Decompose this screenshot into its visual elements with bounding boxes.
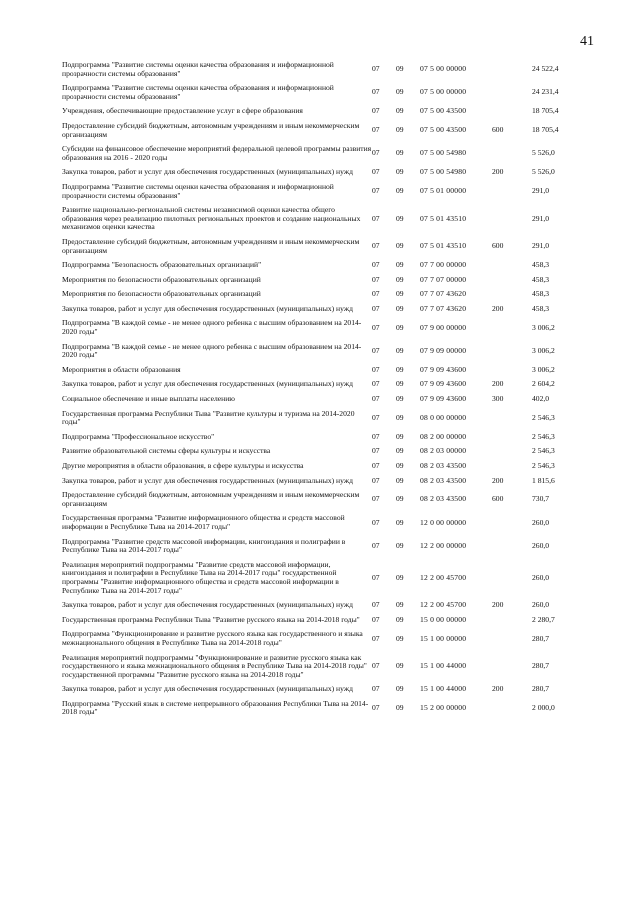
row-target-article: 08 2 00 00000 xyxy=(420,431,467,441)
row-subsection: 09 xyxy=(396,125,404,135)
row-subsection: 09 xyxy=(396,431,404,441)
row-target-article: 07 5 01 00000 xyxy=(420,186,467,196)
row-amount: 458,3 xyxy=(532,274,550,284)
table-row xyxy=(62,104,600,119)
table-row xyxy=(62,651,600,683)
table-row xyxy=(62,165,600,180)
row-expense-type: 200 xyxy=(492,600,504,610)
row-section: 07 xyxy=(372,572,380,582)
row-subsection: 09 xyxy=(396,167,404,177)
row-section: 07 xyxy=(372,274,380,284)
table-row xyxy=(62,407,600,430)
row-amount: 291,0 xyxy=(532,213,550,223)
row-name: Подпрограмма "В каждой семье - не менее одного ребенка с высшим образованием на 2014-2020 годы" xyxy=(62,341,362,360)
row-subsection: 09 xyxy=(396,274,404,284)
row-subsection: 09 xyxy=(396,64,404,74)
row-expense-type: 200 xyxy=(492,684,504,694)
row-subsection: 09 xyxy=(396,494,404,504)
row-name: Подпрограмма "Функционирование и развитие русского языка как государственного и языка межнационального общения в Республике Тыва на 2014-2018 годы" xyxy=(62,629,363,647)
table-row xyxy=(62,377,600,392)
row-subsection: 09 xyxy=(396,241,404,251)
row-amount: 2 604,2 xyxy=(532,379,555,389)
row-section: 07 xyxy=(372,614,380,624)
row-section: 07 xyxy=(372,412,380,422)
row-section: 07 xyxy=(372,289,380,299)
row-target-article: 07 7 00 00000 xyxy=(420,260,467,270)
table-row xyxy=(62,58,600,81)
row-target-article: 07 5 01 43510 xyxy=(420,213,467,223)
row-amount: 24 522,4 xyxy=(532,64,559,74)
row-amount: 2 546,3 xyxy=(532,446,555,456)
row-subsection: 09 xyxy=(396,540,404,550)
row-amount: 24 231,4 xyxy=(532,87,559,97)
row-section: 07 xyxy=(372,167,380,177)
row-section: 07 xyxy=(372,186,380,196)
row-section: 07 xyxy=(372,517,380,527)
row-expense-type xyxy=(492,558,532,598)
row-section: 07 xyxy=(372,148,380,158)
table-row xyxy=(62,203,600,235)
row-expense-type xyxy=(492,104,532,119)
row-target-article: 07 9 00 00000 xyxy=(420,322,467,332)
row-amount: 730,7 xyxy=(532,494,550,504)
row-section: 07 xyxy=(372,345,380,355)
row-expense-type: 600 xyxy=(492,125,504,135)
row-name: Государственная программа "Развитие информационного общества и средств массовой информации в Республике Тыва на 2014-2017 годы" xyxy=(62,513,345,531)
budget-table-body xyxy=(62,58,600,720)
row-subsection: 09 xyxy=(396,684,404,694)
row-amount: 458,3 xyxy=(532,260,550,270)
table-row xyxy=(62,235,600,258)
row-target-article: 15 0 00 00000 xyxy=(420,614,467,624)
row-target-article: 07 5 00 54980 xyxy=(420,167,467,177)
row-amount: 1 815,6 xyxy=(532,475,555,485)
row-name: Мероприятия по безопасности образовательных организаций xyxy=(62,274,261,284)
row-amount: 291,0 xyxy=(532,241,550,251)
row-amount: 402,0 xyxy=(532,394,550,404)
row-expense-type xyxy=(492,444,532,459)
row-amount: 3 006,2 xyxy=(532,322,555,332)
table-row xyxy=(62,287,600,302)
row-amount: 3 006,2 xyxy=(532,345,555,355)
row-expense-type xyxy=(492,651,532,683)
row-expense-type xyxy=(492,142,532,165)
row-section: 07 xyxy=(372,475,380,485)
row-section: 07 xyxy=(372,461,380,470)
row-expense-type xyxy=(492,340,532,363)
row-expense-type xyxy=(492,58,532,81)
row-name: Мероприятия в области образования xyxy=(62,364,181,374)
row-target-article: 07 7 07 43620 xyxy=(420,289,467,299)
row-target-article: 07 5 00 00000 xyxy=(420,87,467,97)
table-row xyxy=(62,302,600,317)
row-section: 07 xyxy=(372,87,380,97)
row-target-article: 07 9 09 43600 xyxy=(420,394,467,404)
row-name: Подпрограмма "Развитие средств массовой информации, книгоиздания и полиграфии в Республике Тыва на 2014-2017 годы" xyxy=(62,536,346,555)
row-subsection: 09 xyxy=(396,148,404,158)
row-subsection: 09 xyxy=(396,289,404,299)
row-target-article: 08 0 00 00000 xyxy=(420,412,467,422)
row-expense-type xyxy=(492,287,532,302)
row-subsection: 09 xyxy=(396,186,404,196)
row-section: 07 xyxy=(372,394,380,404)
row-section: 07 xyxy=(372,64,380,74)
row-expense-type xyxy=(492,316,532,339)
row-name: Подпрограмма "Развитие системы оценки качества образования и информационной прозрачности системы образования" xyxy=(62,181,334,200)
row-target-article: 07 5 00 00000 xyxy=(420,64,467,74)
row-amount: 260,0 xyxy=(532,600,550,610)
row-name: Развитие национально-региональной системы независимой оценки качества общего образования через реализацию пилотных региональных проектов и создание национальных механизмов оценки качества xyxy=(62,205,361,232)
row-target-article: 12 2 00 45700 xyxy=(420,600,467,610)
row-expense-type xyxy=(492,273,532,288)
table-row xyxy=(62,474,600,489)
row-amount: 2 000,0 xyxy=(532,703,555,713)
row-expense-type xyxy=(492,627,532,650)
row-amount: 458,3 xyxy=(532,289,550,299)
row-section: 07 xyxy=(372,364,380,374)
row-subsection: 09 xyxy=(396,446,404,456)
row-amount: 18 705,4 xyxy=(532,125,559,135)
row-section: 07 xyxy=(372,125,380,135)
row-section: 07 xyxy=(372,446,380,456)
row-target-article: 07 9 09 43600 xyxy=(420,364,467,374)
row-subsection: 09 xyxy=(396,661,404,671)
row-name: Предоставление субсидий бюджетным, автономным учреждениям и иным некоммерческим организациям xyxy=(62,490,360,508)
row-name: Закупка товаров, работ и услуг для обеспечения государственных (муниципальных) нужд xyxy=(62,303,353,313)
row-name: Подпрограмма "Русский язык в системе непрерывного образования Республики Тыва на 2014-2018 годы" xyxy=(62,698,369,717)
row-expense-type xyxy=(492,180,532,203)
row-target-article: 08 2 03 43500 xyxy=(420,494,467,504)
row-name: Мероприятия по безопасности образовательных организаций xyxy=(62,289,261,299)
row-subsection: 09 xyxy=(396,213,404,223)
row-section: 07 xyxy=(372,661,380,671)
row-name: Подпрограмма "Развитие системы оценки качества образования и информационной прозрачности системы образования" xyxy=(62,60,334,78)
row-expense-type: 300 xyxy=(492,394,504,404)
row-expense-type: 200 xyxy=(492,475,504,485)
table-row xyxy=(62,459,600,474)
table-row xyxy=(62,488,600,511)
row-target-article: 07 9 09 43600 xyxy=(420,379,467,389)
row-target-article: 12 0 00 00000 xyxy=(420,517,467,527)
row-name: Закупка товаров, работ и услуг для обеспечения государственных (муниципальных) нужд xyxy=(62,167,353,177)
table-row xyxy=(62,142,600,165)
row-subsection: 09 xyxy=(396,475,404,485)
budget-table xyxy=(62,58,600,720)
row-amount: 5 526,0 xyxy=(532,167,555,177)
row-amount: 280,7 xyxy=(532,633,550,643)
row-target-article: 12 2 00 45700 xyxy=(420,572,467,582)
row-expense-type xyxy=(492,459,532,474)
row-target-article: 12 2 00 00000 xyxy=(420,540,467,550)
table-row xyxy=(62,627,600,650)
row-section: 07 xyxy=(372,379,380,389)
table-row xyxy=(62,363,600,378)
row-amount: 291,0 xyxy=(532,186,550,196)
row-name: Государственная программа Республики Тыва "Развитие культуры и туризма на 2014-2020 годы" xyxy=(62,408,355,427)
row-amount: 260,0 xyxy=(532,572,550,582)
row-target-article: 08 2 03 43500 xyxy=(420,461,467,470)
row-subsection: 09 xyxy=(396,322,404,332)
row-name: Государственная программа Республики Тыва "Развитие русского языка на 2014-2018 годы" xyxy=(62,614,360,624)
row-target-article: 15 2 00 00000 xyxy=(420,703,467,713)
row-target-article: 07 5 01 43510 xyxy=(420,241,467,251)
table-row xyxy=(62,511,600,534)
table-row xyxy=(62,535,600,558)
row-name: Закупка товаров, работ и услуг для обеспечения государственных (муниципальных) нужд xyxy=(62,684,353,694)
table-row xyxy=(62,613,600,628)
row-amount: 2 546,3 xyxy=(532,431,555,441)
row-expense-type xyxy=(492,258,532,273)
row-subsection: 09 xyxy=(396,572,404,582)
table-row xyxy=(62,430,600,445)
table-row xyxy=(62,598,600,613)
row-amount: 260,0 xyxy=(532,540,550,550)
table-row xyxy=(62,682,600,697)
row-expense-type xyxy=(492,535,532,558)
row-target-article: 07 7 07 43620 xyxy=(420,303,467,313)
table-row xyxy=(62,81,600,104)
row-subsection: 09 xyxy=(396,394,404,404)
row-target-article: 08 2 03 43500 xyxy=(420,475,467,485)
row-subsection: 09 xyxy=(396,87,404,97)
row-name: Реализация мероприятий подпрограммы "Функционирование и развитие русского языка как государственного и языка межнационального общения в Республике Тыва на 2014-2018 годы" государственной программы "Развитие русского языка на 2014-2018 годы" xyxy=(62,652,367,679)
row-expense-type: 200 xyxy=(492,167,504,177)
row-name: Закупка товаров, работ и услуг для обеспечения государственных (муниципальных) нужд xyxy=(62,379,353,389)
row-amount: 458,3 xyxy=(532,303,550,313)
row-section: 07 xyxy=(372,322,380,332)
row-target-article: 15 1 00 44000 xyxy=(420,661,467,671)
row-name: Учреждения, обеспечивающие предоставление услуг в сфере образования xyxy=(62,106,303,116)
row-amount: 260,0 xyxy=(532,517,550,527)
table-row xyxy=(62,697,600,720)
row-subsection: 09 xyxy=(396,703,404,713)
row-expense-type xyxy=(492,407,532,430)
row-target-article: 07 9 09 00000 xyxy=(420,345,467,355)
row-expense-type xyxy=(492,81,532,104)
row-subsection: 09 xyxy=(396,461,404,470)
row-amount: 5 526,0 xyxy=(532,148,555,158)
row-section: 07 xyxy=(372,600,380,610)
row-subsection: 09 xyxy=(396,364,404,374)
table-row xyxy=(62,558,600,598)
row-section: 07 xyxy=(372,540,380,550)
row-name: Предоставление субсидий бюджетным, автономным учреждениям и иным некоммерческим организациям xyxy=(62,120,360,139)
row-target-article: 07 5 00 54980 xyxy=(420,148,467,158)
row-subsection: 09 xyxy=(396,260,404,270)
row-name: Подпрограмма "Профессиональное искусство" xyxy=(62,431,215,441)
row-expense-type: 600 xyxy=(492,494,504,504)
row-name: Подпрограмма "Развитие системы оценки качества образования и информационной прозрачности системы образования" xyxy=(62,83,334,101)
row-subsection: 09 xyxy=(396,614,404,624)
row-name: Закупка товаров, работ и услуг для обеспечения государственных (муниципальных) нужд xyxy=(62,475,353,485)
row-expense-type: 600 xyxy=(492,241,504,251)
row-name: Другие мероприятия в области образования, в сфере культуры и искусства xyxy=(62,461,304,470)
row-name: Социальное обеспечение и иные выплаты населению xyxy=(62,394,235,404)
table-row xyxy=(62,273,600,288)
row-amount: 280,7 xyxy=(532,661,550,671)
row-expense-type xyxy=(492,203,532,235)
row-section: 07 xyxy=(372,241,380,251)
row-section: 07 xyxy=(372,431,380,441)
row-amount: 2 546,3 xyxy=(532,461,555,470)
row-target-article: 08 2 03 00000 xyxy=(420,446,467,456)
table-row xyxy=(62,316,600,339)
row-target-article: 07 7 07 00000 xyxy=(420,274,467,284)
row-target-article: 15 1 00 44000 xyxy=(420,684,467,694)
row-expense-type: 200 xyxy=(492,303,504,313)
row-expense-type xyxy=(492,511,532,534)
row-amount: 2 280,7 xyxy=(532,614,555,624)
row-expense-type xyxy=(492,697,532,720)
row-section: 07 xyxy=(372,494,380,504)
row-name: Реализация мероприятий подпрограммы "Развитие средств массовой информации, книгоиздания и полиграфии в Республике Тыва на 2014-2017 годы" государственной программы "Развитие информационного общества и средств массовой информации в Республике Тыва на 2014-2017 годы" xyxy=(62,559,339,595)
row-subsection: 09 xyxy=(396,600,404,610)
row-subsection: 09 xyxy=(396,303,404,313)
row-name: Закупка товаров, работ и услуг для обеспечения государственных (муниципальных) нужд xyxy=(62,600,353,610)
row-name: Подпрограмма "Безопасность образовательных организаций" xyxy=(62,260,262,270)
row-amount: 2 546,3 xyxy=(532,412,555,422)
row-section: 07 xyxy=(372,303,380,313)
row-expense-type xyxy=(492,613,532,628)
row-subsection: 09 xyxy=(396,106,404,116)
row-expense-type: 200 xyxy=(492,379,504,389)
row-subsection: 09 xyxy=(396,379,404,389)
row-amount: 280,7 xyxy=(532,684,550,694)
table-row xyxy=(62,180,600,203)
row-amount: 18 705,4 xyxy=(532,106,559,116)
row-name: Развитие образовательной системы сферы культуры и искусства xyxy=(62,446,271,456)
row-section: 07 xyxy=(372,684,380,694)
row-subsection: 09 xyxy=(396,633,404,643)
page-number: 41 xyxy=(580,34,594,49)
row-name: Подпрограмма "В каждой семье - не менее одного ребенка с высшим образованием на 2014-2020 годы" xyxy=(62,318,362,337)
row-target-article: 15 1 00 00000 xyxy=(420,633,467,643)
row-section: 07 xyxy=(372,213,380,223)
row-expense-type xyxy=(492,430,532,445)
row-target-article: 07 5 00 43500 xyxy=(420,125,467,135)
row-section: 07 xyxy=(372,703,380,713)
table-row xyxy=(62,392,600,407)
table-row xyxy=(62,444,600,459)
row-section: 07 xyxy=(372,633,380,643)
row-subsection: 09 xyxy=(396,412,404,422)
row-subsection: 09 xyxy=(396,517,404,527)
row-section: 07 xyxy=(372,260,380,270)
table-row xyxy=(62,258,600,273)
table-row xyxy=(62,340,600,363)
row-target-article: 07 5 00 43500 xyxy=(420,106,467,116)
row-amount: 3 006,2 xyxy=(532,364,555,374)
row-subsection: 09 xyxy=(396,345,404,355)
row-name: Предоставление субсидий бюджетным, автономным учреждениям и иным некоммерческим организациям xyxy=(62,236,360,255)
table-row xyxy=(62,119,600,142)
row-section: 07 xyxy=(372,106,380,116)
row-name: Субсидии на финансовое обеспечение мероприятий федеральной целевой программы развития образования на 2016 - 2020 годы xyxy=(62,144,372,162)
row-expense-type xyxy=(492,363,532,378)
